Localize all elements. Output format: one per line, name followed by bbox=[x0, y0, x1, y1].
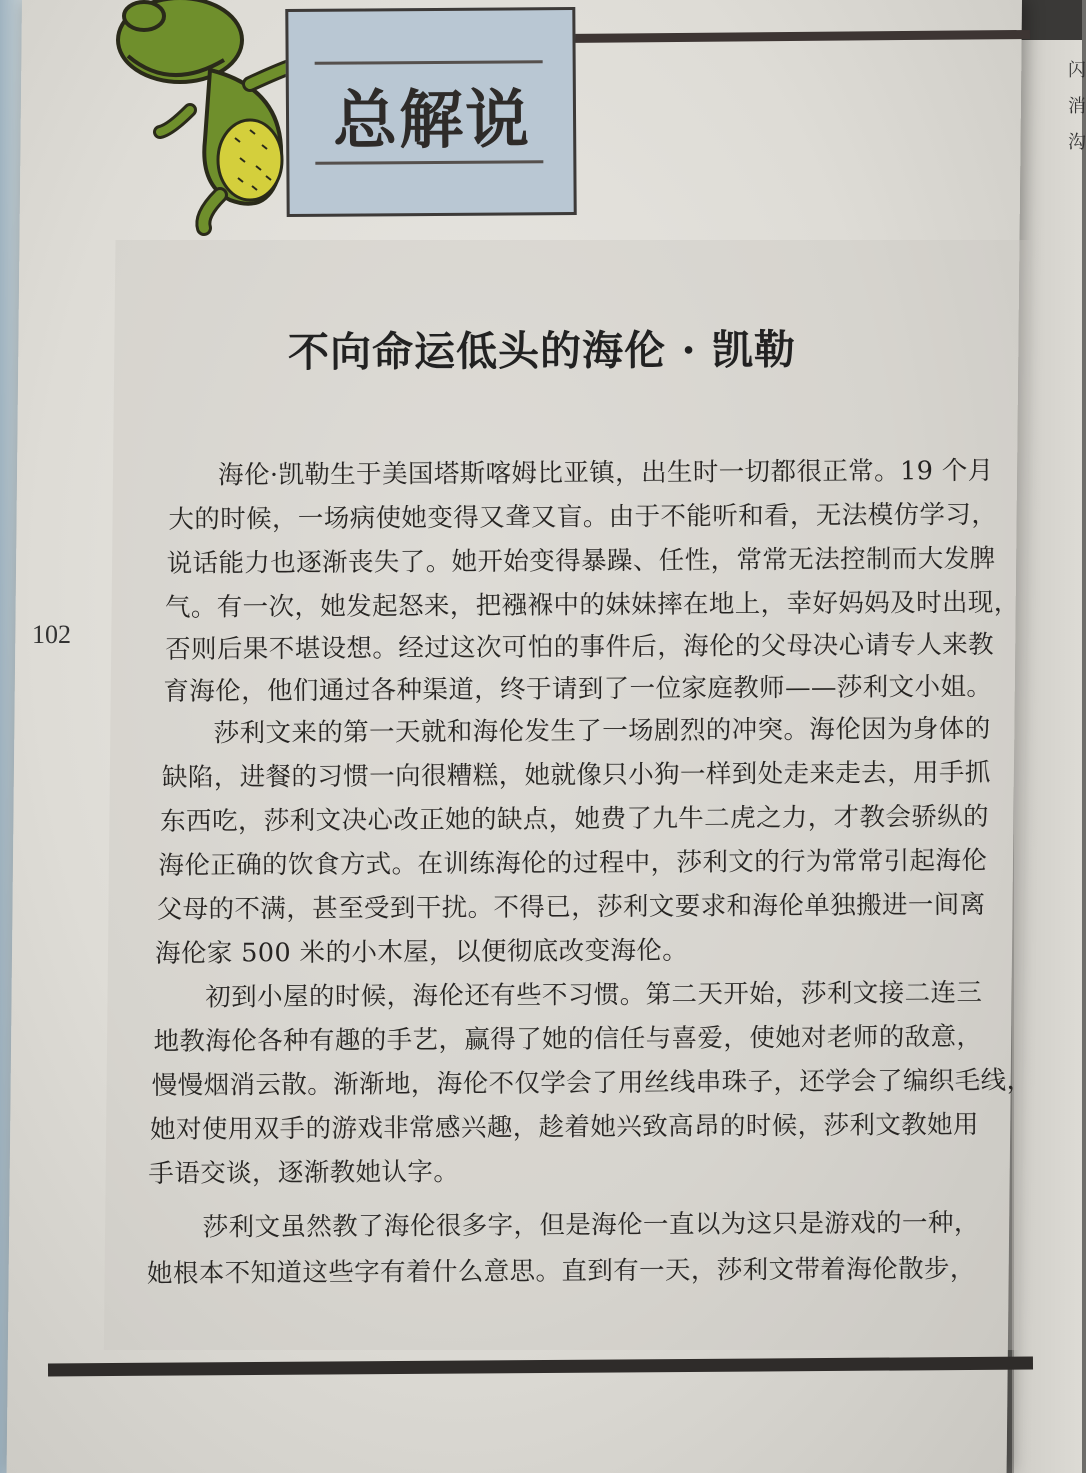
next-page-glyph: 闪 bbox=[1068, 60, 1086, 81]
section-header-card bbox=[285, 7, 576, 217]
title-rule-top bbox=[315, 60, 543, 65]
body-line: 海伦家 500 米的小木屋，以便彻底改变海伦。 bbox=[154, 935, 689, 969]
next-page-glyph: 消 bbox=[1068, 96, 1086, 117]
frog-belly bbox=[218, 120, 282, 200]
body-line: 否则后果不堪设想。经过这次可怕的事件后，海伦的父母决心请专人来教 bbox=[165, 629, 995, 665]
frog-mascot-icon bbox=[100, 0, 310, 240]
next-page-glyph: 沟 bbox=[1068, 132, 1086, 153]
body-line: 缺陷，进餐的习惯一向很糟糕，她就像只小狗一样到处走来走去，用手抓 bbox=[161, 757, 991, 793]
body-line: 东西吃，莎利文决心改正她的缺点，她费了九牛二虎之力，才教会骄纵的 bbox=[160, 801, 990, 837]
body-line: 气。有一次，她发起怒来，把襁褓中的妹妹摔在地上，幸好妈妈及时出现， bbox=[164, 587, 1020, 623]
body-line: 海伦·凯勒生于美国塔斯喀姆比亚镇，出生时一切都很正常。19 个月 bbox=[218, 455, 994, 491]
body-line: 慢慢烟消云散。渐渐地，海伦不仅学会了用丝线串珠子，还学会了编织毛线， bbox=[151, 1065, 1033, 1101]
body-line: 莎利文虽然教了海伦很多字，但是海伦一直以为这只是游戏的一种， bbox=[202, 1207, 980, 1243]
body-line: 海伦正确的饮食方式。在训练海伦的过程中，莎利文的行为常常引起海伦 bbox=[158, 845, 988, 881]
body-line: 说话能力也逐渐丧失了。她开始变得暴躁、任性，常常无法控制而大发脾 bbox=[166, 543, 996, 579]
body-line: 莎利文来的第一天就和海伦发生了一场剧烈的冲突。海伦因为身体的 bbox=[213, 713, 991, 749]
title-rule-bottom bbox=[315, 160, 543, 165]
body-line: 地教海伦各种有趣的手艺，赢得了她的信任与喜爱，使她对老师的敌意， bbox=[153, 1021, 983, 1057]
body-line: 父母的不满，甚至受到干扰。不得已，莎利文要求和海伦单独搬进一间离 bbox=[156, 889, 986, 925]
body-line: 她对使用双手的游戏非常感兴趣，趁着她兴致高昂的时候，莎利文教她用 bbox=[150, 1109, 980, 1145]
article-title: 不向命运低头的海伦 · 凯勒 bbox=[287, 325, 797, 377]
body-line: 大的时候，一场病使她变得又聋又盲。由于不能听和看，无法模仿学习， bbox=[168, 499, 998, 535]
body-line: 初到小屋的时候，海伦还有些不习惯。第二天开始，莎利文接二连三 bbox=[205, 977, 983, 1013]
frog-eye bbox=[124, 2, 164, 30]
body-line: 手语交谈，逐渐教她认字。 bbox=[148, 1157, 460, 1189]
body-line: 育海伦，他们通过各种渠道，终于请到了一位家庭教师——莎利文小姐。 bbox=[163, 671, 993, 707]
page-number: 102 bbox=[32, 620, 71, 649]
body-line: 她根本不知道这些字有着什么意思。直到有一天，莎利文带着海伦散步， bbox=[146, 1253, 976, 1289]
section-title: 总解说 bbox=[332, 82, 532, 159]
